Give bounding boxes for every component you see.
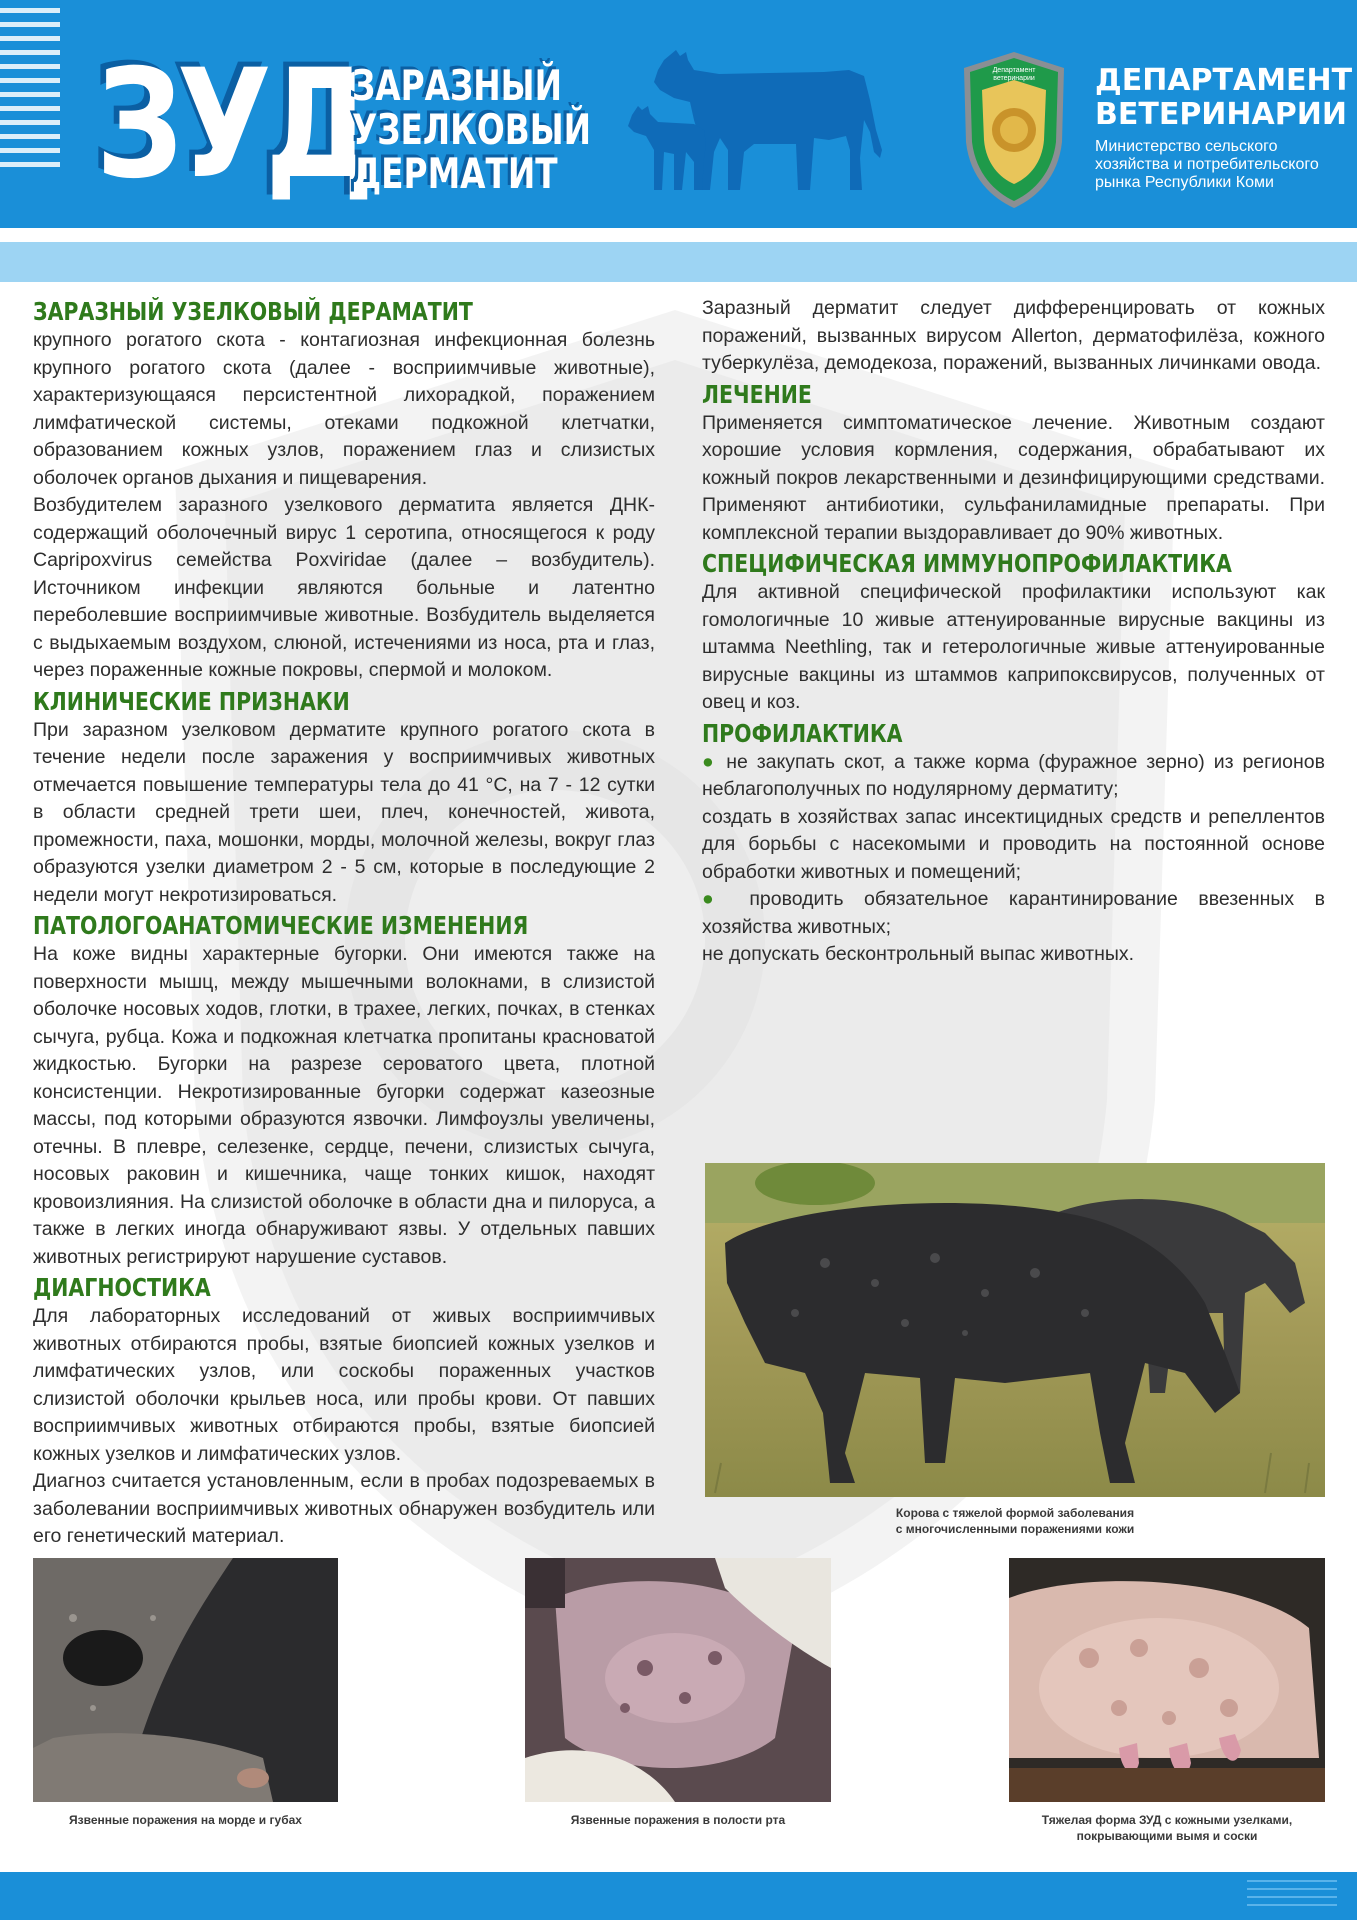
footer-stripes [1247,1880,1337,1912]
caption-line: Корова с тяжелой формой заболевания [895,1506,1135,1520]
department-title-line: ДЕПАРТАМЕНТ [1095,63,1353,98]
paragraph: Для лабораторных исследований от живых восприимчивых животных отбираются пробы, взятые биопсией кожных узелков и лимфатических узлов, или соскобы пораженных участков слизистой оболочки крыльев носа, или пробы крови. От павших восприимчивых животных отбираются пробы, взятые биопсией кожных узелков и лимфатических узлов. [33,1305,655,1465]
paragraph: Применяется симптоматическое лечение. Животным создают хорошие условия кормления, содержания, обрабатывают их кожный покров лекарственными и дезинфицирующими средствами. Применяют антибиотики, сульфаниламидные препараты. При комплексной терапии выздоравливает до 90% животных. [702,411,1325,544]
header-abbreviation: ЗУД [96,38,369,212]
section-heading-immunoprophylaxis: СПЕЦИФИЧЕСКАЯ ИММУНОПРОФИЛАКТИКА [702,549,1232,578]
caption-udder-photo [1009,1812,1325,1844]
footer-bar [0,1872,1357,1920]
list-item [702,804,1325,887]
caption-line: с многочисленными поражениями кожи [895,1522,1135,1536]
department-title-line: ВЕТЕРИНАРИИ [1095,97,1347,132]
bullet-icon: ● [702,750,718,773]
right-column [702,295,1325,969]
paragraph: Для активной специфической профилактики используют как гомологичные 10 живые аттенуированные вирусные вакцины из штамма Neethling, так и гетерологичные живые аттенуированные вирусные вакцины из штаммов каприпоксвирусов, полученных от овец и коз. [702,581,1325,713]
paragraph: Заразный дерматит следует дифференцировать от кожных поражений, вызванных вирусом Allerton, дерматофилёза, кожного туберкулёза, демодекоза, поражений, вызванных личинками овода. [702,297,1325,374]
list-item-text: не допускать бесконтрольный выпас животных. [702,943,1135,965]
caption-nose-photo: Язвенные поражения на морде и губах [69,1813,302,1827]
header-title-line: ЗАРАЗНЫЙ [352,61,563,110]
photo-sick-cattle [705,1163,1325,1497]
caption-line: Тяжелая форма ЗУД с кожными узелками, [1041,1813,1293,1827]
header-title-line: ДЕРМАТИТ [352,149,558,198]
ministry-line: хозяйства и потребительского [1095,156,1319,173]
ministry-name [1095,138,1319,192]
photo-nose-lesions [33,1558,338,1802]
header-banner [0,0,1357,228]
shield-emblem-icon [958,50,1070,210]
section-heading-prevention: ПРОФИЛАКТИКА [702,718,903,748]
left-column [33,295,655,1551]
department-title [1095,64,1352,132]
emblem-text: Департамент [992,67,1036,74]
emblem-text: ветеринарии [993,75,1035,82]
section-heading-diagnostics: ДИАГНОСТИКА [33,1273,211,1302]
cow-calf-silhouette-icon [624,40,924,190]
section-heading-treatment: ЛЕЧЕНИЕ [702,379,812,409]
photo-udder-lesions [1009,1558,1325,1802]
header-stripes [0,8,60,176]
paragraph: На коже видны характерные бугорки. Они имеются также на поверхности мышц, между мышечными волокнами, в слизистой оболочке носовых ходов, глотки, в трахее, легких, почках, в стенках сычуга, рубца. Кожа и подкожная клетчатка пропитаны красноватой жидкостью. Бугорки на разрезе сероватого цвета, плотной консистенции. Некротизированные бугорки содержат казеозные массы, под которыми образуются язвочки. Лимфоузлы увеличены, отечны. В плевре, селезенке, сердце, печени, слизистых сычуга, носовых раковин и кишечника, чаще тонких кишок, находят кровоизлияния. На слизистой оболочке в области дна и пилоруса, а также в легких иногда обнаруживают язвы. У отдельных павших животных регистрируют нарушение суставов. [33,943,655,1268]
section-heading-disease: ЗАРАЗНЫЙ УЗЕЛКОВЫЙ ДЕРАМАТИТ [33,297,473,326]
bullet-icon: ● [702,888,729,910]
paragraph: Возбудителем заразного узелкового дерматита является ДНК-содержащий оболочечный вирус 1 серотипа, относящегося к роду Capripoxvirus семейства Poxviridae (далее – возбудитель). Источником инфекции являются больные и латентно переболевшие восприимчивые животные. Возбудитель выделяется с выдыхаемым воздухом, слюной, истечениями из носа, рта и глаз, через пораженные кожные покровы, спермой и молоком. [33,494,655,681]
list-item-text: создать в хозяйствах запас инсектицидных средств и репеллентов для борьбы с насекомыми и проводить на постоянной основе обработки животных и помещений; [702,805,1325,883]
list-item [702,941,1325,969]
caption-line: покрывающими вымя и соски [1076,1829,1258,1843]
section-heading-clinical-signs: КЛИНИЧЕСКИЕ ПРИЗНАКИ [33,686,350,716]
list-item [702,886,1325,941]
section-heading-pathology: ПАТОЛОГОАНАТОМИЧЕСКИЕ ИЗМЕНЕНИЯ [33,911,529,940]
header-title-line: УЗЕЛКОВЫЙ [352,105,592,154]
caption-mouth-photo: Язвенные поражения в полости рта [570,1813,786,1827]
list-item [702,749,1325,804]
header-light-bar [0,242,1357,282]
caption-main-photo [705,1505,1325,1537]
paragraph: крупного рогатого скота - контагиозная инфекционная болезнь крупного рогатого скота (далее - восприимчивые животные), характеризующаяся персистентной лихорадкой, поражением лимфатической системы, отеками подкожной клетчатки, образованием кожных узлов, поражением глаз и слизистых оболочек органов дыхания и пищеварения. [33,329,655,489]
paragraph: При заразном узелковом дерматите крупного рогатого скота в течение недели после заражения у восприимчивых животных отмечается повышение температуры тела до 41 °С, на 7 - 12 сутки в области средней трети шеи, плеч, конечностей, живота, промежности, паха, мошонки, морды, молочной железы, вокруг глаз образуются узелки диаметром 2 - 5 см, которые в последующие 2 недели могут некротизироваться. [33,718,655,906]
ministry-line: Министерство сельского [1095,138,1278,155]
list-item-text: проводить обязательное карантинирование ввезенных в хозяйства животных; [702,888,1325,938]
paragraph: Диагноз считается установленным, если в пробах подозреваемых в заболевании восприимчивых животных обнаружен возбудитель или его генетический материал. [33,1470,655,1547]
list-item-text: не закупать скот, а также корма (фуражное зерно) из регионов неблагополучных по нодулярному дерматиту; [702,750,1325,800]
photo-mouth-lesions [525,1558,831,1802]
ministry-line: рынка Республики Коми [1095,174,1274,191]
header-title [352,61,592,198]
